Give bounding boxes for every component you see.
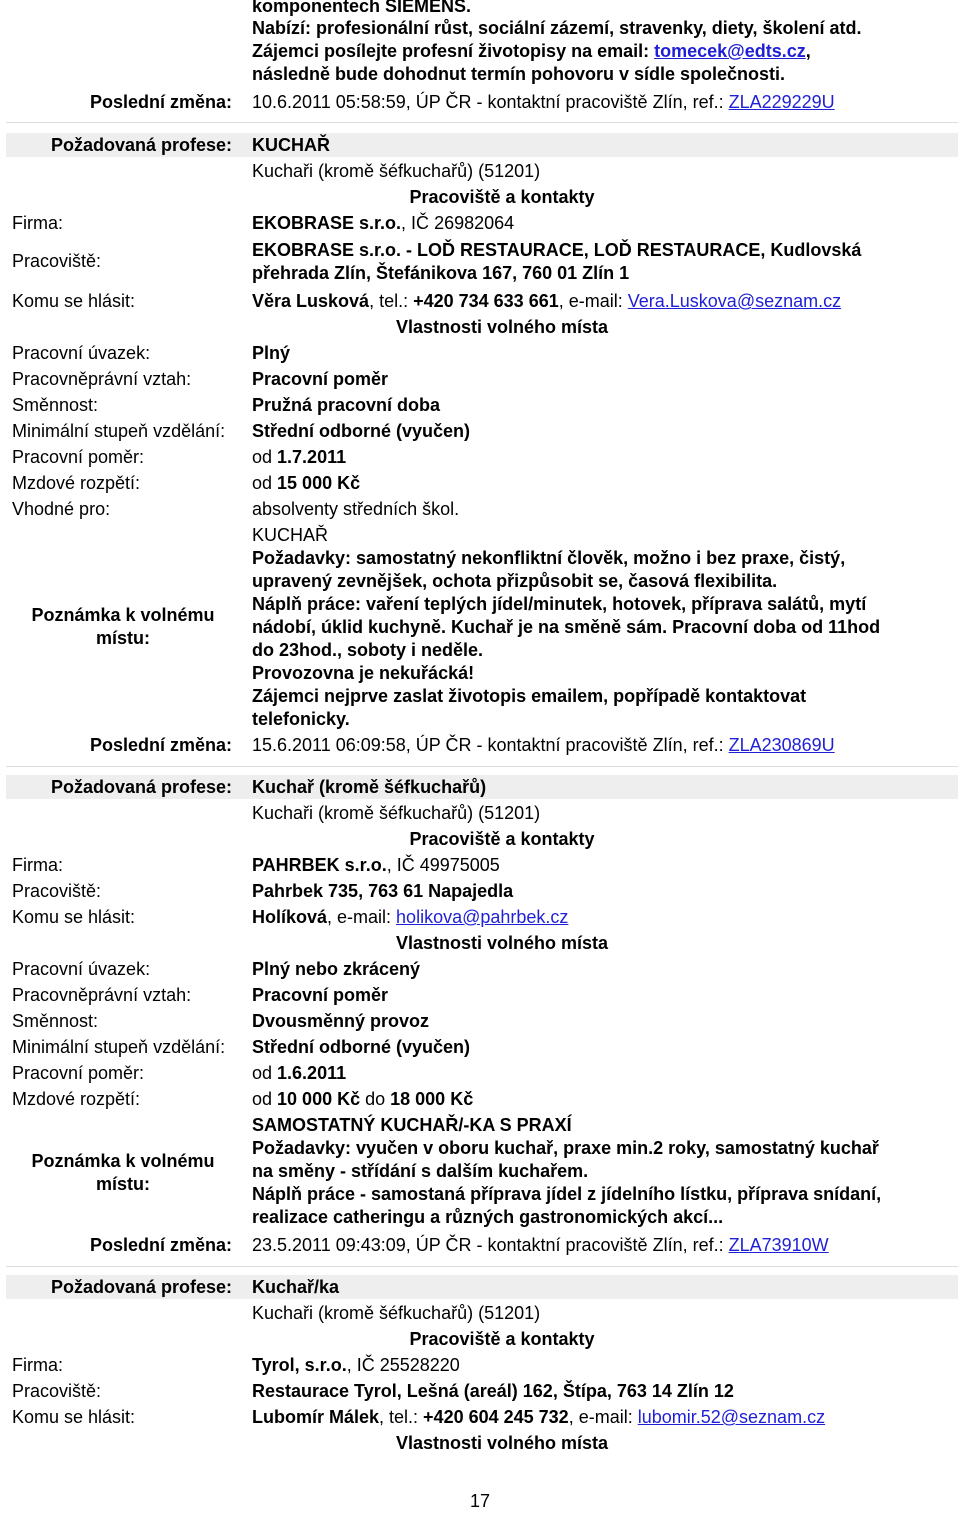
contact-value	[252, 290, 841, 313]
last-change-value	[252, 1234, 829, 1257]
start-date: 1.7.2011	[277, 447, 347, 467]
ref-link[interactable]: ZLA229229U	[728, 92, 835, 112]
legal-label: Pracovněprávní vztah:	[12, 985, 192, 1005]
profession-label: Požadovaná profese:	[50, 135, 232, 155]
text-fragment: ,	[805, 41, 811, 61]
profession-label: Požadovaná profese:	[50, 1277, 232, 1297]
ref-link[interactable]: ZLA73910W	[728, 1235, 829, 1255]
category: Kuchaři (kromě šéfkuchařů) (51201)	[252, 1303, 541, 1323]
profession-value: Kuchař (kromě šéfkuchařů)	[252, 777, 487, 797]
profession-value: KUCHAŘ	[252, 135, 330, 155]
shift-value: Pružná pracovní doba	[252, 395, 441, 415]
category: Kuchaři (kromě šéfkuchařů) (51201)	[252, 161, 541, 181]
firm-label: Firma:	[12, 1355, 63, 1375]
shift-label: Směnnost:	[12, 1011, 99, 1031]
ref-label: , ref.:	[682, 735, 729, 755]
start-value	[252, 1062, 346, 1085]
section-heading: Pracoviště a kontakty	[409, 1329, 595, 1349]
workplace-value: Restaurace Tyrol, Lešná (areál) 162, Štípa, 763 14 Zlín 12	[252, 1381, 734, 1401]
suitable-label: Vhodné pro:	[12, 499, 111, 519]
firm-label: Firma:	[12, 855, 63, 875]
ic-value: 25528220	[379, 1355, 460, 1375]
email-link[interactable]: holikova@pahrbek.cz	[396, 907, 569, 927]
phone: +420 604 245 732	[423, 1407, 569, 1427]
email-label: , e-mail:	[558, 291, 628, 311]
salary-label: Mzdové rozpětí:	[12, 1089, 141, 1109]
ic-label: , IČ	[401, 213, 435, 233]
note-line: telefonicky.	[252, 709, 350, 729]
note-line: KUCHAŘ	[252, 525, 329, 545]
ref-link[interactable]: ZLA230869U	[728, 735, 835, 755]
note-line: Provozovna je nekuřácká!	[252, 663, 475, 683]
education-label: Minimální stupeň vzdělání:	[12, 1037, 226, 1057]
note-line: realizace catheringu a různých gastronomických akcí...	[252, 1207, 724, 1227]
salary-to: 18 000 Kč	[390, 1089, 474, 1109]
shift-value: Dvousměnný provoz	[252, 1011, 430, 1031]
section-heading: Vlastnosti volného místa	[395, 1433, 609, 1453]
ic-label: , IČ	[386, 855, 420, 875]
contact-value	[252, 906, 568, 929]
text-line	[252, 40, 811, 63]
start-label: Pracovní poměr:	[12, 447, 145, 467]
salary-value	[252, 1088, 473, 1111]
contact-name: Věra Lusková	[252, 291, 370, 311]
section-heading: Pracoviště a kontakty	[409, 829, 595, 849]
start-value	[252, 446, 346, 469]
note-line: do 23hod., soboty i neděle.	[252, 640, 484, 660]
salary-label: Mzdové rozpětí:	[12, 473, 141, 493]
ref-label: , ref.:	[682, 1235, 729, 1255]
section-heading: Pracoviště a kontakty	[409, 187, 595, 207]
firm-name: Tyrol, s.r.o.	[252, 1355, 347, 1375]
legal-label: Pracovněprávní vztah:	[12, 369, 192, 389]
email-link[interactable]: lubomir.52@seznam.cz	[637, 1407, 826, 1427]
note-line: Náplň práce: vaření teplých jídel/minutek, hotovek, příprava salátů, mytí	[252, 594, 867, 614]
profession-value: Kuchař/ka	[252, 1277, 340, 1297]
ic-value: 49975005	[419, 855, 500, 875]
tel-label: , tel.:	[369, 291, 414, 311]
email-link[interactable]: tomecek@edts.cz	[654, 41, 806, 61]
last-change-label: Poslední změna:	[89, 1235, 232, 1255]
note-text	[252, 1114, 942, 1229]
education-value: Střední odborné (vyučen)	[252, 421, 471, 441]
profession-label: Požadovaná profese:	[50, 777, 232, 797]
from-label: od	[252, 473, 278, 493]
note-line: nádobí, úklid kuchyně. Kuchař je na směně sám. Pracovní doba od 11hod	[252, 617, 881, 637]
firm-name: EKOBRASE s.r.o.	[252, 213, 402, 233]
section-divider	[6, 1266, 958, 1267]
section-heading: Vlastnosti volného místa	[395, 933, 609, 953]
note-line: Požadavky: samostatný nekonfliktní člověk, možno i bez praxe, čistý,	[252, 548, 846, 568]
firm-label: Firma:	[12, 213, 63, 233]
ic-value: 26982064	[434, 213, 515, 233]
last-change-value	[252, 91, 835, 114]
from-label: od	[252, 447, 278, 467]
phone: +420 734 633 661	[413, 291, 559, 311]
section-divider	[6, 122, 958, 123]
text-line: Nabízí: profesionální růst, sociální zázemí, stravenky, diety, školení atd.	[252, 18, 862, 38]
workplace-label: Pracoviště:	[12, 1381, 102, 1401]
note-line: SAMOSTATNÝ KUCHAŘ/-KA S PRAXÍ	[252, 1115, 572, 1135]
firm-value	[252, 854, 500, 877]
last-change-text: 23.5.2011 09:43:09, ÚP ČR - kontaktní pracoviště Zlín	[252, 1235, 683, 1255]
email-link[interactable]: Vera.Luskova@seznam.cz	[627, 291, 842, 311]
employment-value: Plný	[252, 343, 291, 363]
workplace-line: EKOBRASE s.r.o. - LOĎ RESTAURACE, LOĎ RESTAURACE, Kudlovská	[252, 240, 862, 260]
firm-value	[252, 1354, 460, 1377]
last-change-text: 10.6.2011 05:58:59, ÚP ČR - kontaktní pracoviště Zlín, ref.:	[252, 92, 729, 112]
start-label: Pracovní poměr:	[12, 1063, 145, 1083]
email-label: , e-mail:	[327, 907, 397, 927]
contact-name: Lubomír Málek	[252, 1407, 380, 1427]
contact-label: Komu se hlásit:	[12, 1407, 136, 1427]
note-line: Zájemci nejprve zaslat životopis emailem, popřípadě kontaktovat	[252, 686, 807, 706]
education-value: Střední odborné (vyučen)	[252, 1037, 471, 1057]
section-heading: Vlastnosti volného místa	[395, 317, 609, 337]
text-line: následně bude dohodnut termín pohovoru v sídle společnosti.	[252, 64, 786, 84]
education-label: Minimální stupeň vzdělání:	[12, 421, 226, 441]
contact-label: Komu se hlásit:	[12, 291, 136, 311]
last-change-label: Poslední změna:	[89, 92, 232, 112]
tel-label: , tel.:	[379, 1407, 424, 1427]
section-divider	[6, 766, 958, 767]
note-line: na směny - střídání s dalším kuchařem.	[252, 1161, 589, 1181]
firm-name: PAHRBEK s.r.o.	[252, 855, 387, 875]
ic-label: , IČ	[346, 1355, 380, 1375]
note-label: Poznámka k volnému místu:	[31, 1151, 215, 1194]
contact-value	[252, 1406, 825, 1429]
note-line: upravený zevnějšek, ochota přizpůsobit se, časová flexibilita.	[252, 571, 778, 591]
note-text	[252, 524, 942, 731]
text-line: komponentech SIEMENS.	[252, 0, 472, 16]
workplace-label: Pracoviště:	[12, 251, 102, 271]
note-line: Požadavky: vyučen v oboru kuchař, praxe min.2 roky, samostatný kuchař	[252, 1138, 879, 1158]
employment-label: Pracovní úvazek:	[12, 343, 151, 363]
category: Kuchaři (kromě šéfkuchařů) (51201)	[252, 803, 541, 823]
firm-value	[252, 212, 514, 235]
contact-label: Komu se hlásit:	[12, 907, 136, 927]
from-label: od	[252, 1089, 278, 1109]
workplace-line: přehrada Zlín, Štefánikova 167, 760 01 Zlín 1	[252, 263, 630, 283]
page-number: 17	[469, 1491, 491, 1511]
legal-value: Pracovní poměr	[252, 985, 389, 1005]
workplace-label: Pracoviště:	[12, 881, 102, 901]
salary-value	[252, 472, 360, 495]
contact-name: Holíková	[252, 907, 328, 927]
start-date: 1.6.2011	[277, 1063, 347, 1083]
workplace-value: Pahrbek 735, 763 61 Napajedla	[252, 881, 514, 901]
employment-label: Pracovní úvazek:	[12, 959, 151, 979]
shift-label: Směnnost:	[12, 395, 99, 415]
salary-from: 10 000 Kč	[277, 1089, 361, 1109]
email-label: , e-mail:	[568, 1407, 638, 1427]
from-label: od	[252, 1063, 278, 1083]
salary-from: 15 000 Kč	[277, 473, 361, 493]
legal-value: Pracovní poměr	[252, 369, 389, 389]
text-fragment: Zájemci posílejte profesní životopisy na email:	[252, 41, 655, 61]
note-label: Poznámka k volnému místu:	[31, 605, 215, 648]
employment-value: Plný nebo zkrácený	[252, 959, 421, 979]
last-change-value	[252, 734, 835, 757]
to-label: do	[360, 1089, 391, 1109]
last-change-text: 15.6.2011 06:09:58, ÚP ČR - kontaktní pracoviště Zlín	[252, 735, 683, 755]
suitable-value: absolventy středních škol.	[252, 499, 460, 519]
last-change-label: Poslední změna:	[89, 735, 232, 755]
note-line: Náplň práce - samostaná příprava jídel z jídelního lístku, příprava snídaní,	[252, 1184, 882, 1204]
